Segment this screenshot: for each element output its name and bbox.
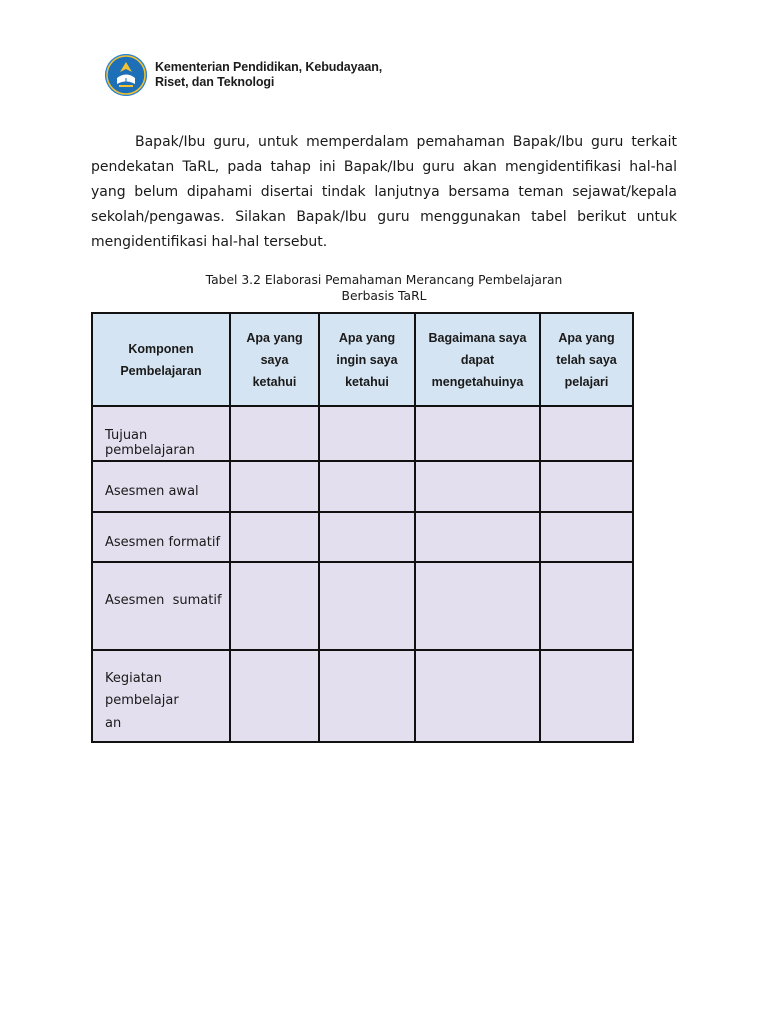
input-cell[interactable]	[319, 650, 415, 742]
table-row	[92, 461, 633, 512]
row-label-text: Tujuan	[105, 428, 148, 443]
input-cell[interactable]	[540, 461, 633, 512]
input-cell[interactable]	[415, 562, 540, 650]
input-cell[interactable]	[415, 650, 540, 742]
header-text: Apa yang	[246, 330, 303, 345]
table-row	[92, 562, 633, 650]
row-label-text: pembelajaran	[105, 443, 195, 458]
header-text: Komponen	[128, 341, 194, 356]
ministry-name-line2: Riset, dan Teknologi	[155, 75, 275, 89]
table-caption-line1: Tabel 3.2 Elaborasi Pemahaman Merancang Pembelajaran	[205, 273, 563, 287]
input-cell[interactable]	[319, 562, 415, 650]
row-label-text: pembelajar	[105, 693, 179, 708]
input-cell[interactable]	[230, 650, 319, 742]
header-text: Pembelajaran	[120, 363, 202, 378]
table-caption	[91, 272, 677, 304]
header-komponen-pembelajaran	[92, 313, 230, 406]
input-cell[interactable]	[319, 461, 415, 512]
row-label-text: Asesmen sumatif	[105, 593, 222, 608]
input-cell[interactable]	[415, 461, 540, 512]
input-cell[interactable]	[319, 512, 415, 562]
header-text: pelajari	[564, 374, 609, 389]
table-row	[92, 650, 633, 742]
table-row	[92, 406, 633, 461]
header-text: Apa yang	[558, 330, 615, 345]
header-apa-yang-saya-ketahui	[230, 313, 319, 406]
header-text: ingin saya	[336, 352, 398, 367]
row-label-text: Asesmen awal	[105, 484, 199, 499]
intro-paragraph: Bapak/Ibu guru, untuk memperdalam pemahaman Bapak/Ibu guru terkait pendekatan TaRL, pada tahap ini Bapak/Ibu guru akan mengidentifikasi hal-hal yang belum dipahami disertai tindak lanjutnya bersama teman sejawat/kepala sekolah/pengawas. Silakan Bapak/Ibu guru menggunakan tabel berikut untuk mengidentifikasi hal-hal tersebut.	[91, 134, 677, 250]
table-row	[92, 512, 633, 562]
header-text: ketahui	[252, 374, 297, 389]
input-cell[interactable]	[540, 512, 633, 562]
header-text: telah saya	[556, 352, 617, 367]
header-text: dapat	[460, 352, 495, 367]
row-label-asesmen-sumatif	[92, 562, 230, 650]
row-label-tujuan-pembelajaran	[92, 406, 230, 461]
input-cell[interactable]	[415, 512, 540, 562]
header-text: Apa yang	[338, 330, 396, 345]
tut-wuri-handayani-logo-icon	[105, 54, 147, 96]
row-label-asesmen-awal	[92, 461, 230, 512]
elaboration-table	[91, 312, 634, 743]
input-cell[interactable]	[540, 406, 633, 461]
table-header-row	[92, 313, 633, 406]
header-bagaimana-saya-dapat-mengetahuinya	[415, 313, 540, 406]
header-apa-yang-telah-saya-pelajari	[540, 313, 633, 406]
header-text: mengetahuinya	[431, 374, 524, 389]
header-text: ketahui	[345, 374, 389, 389]
input-cell[interactable]	[230, 512, 319, 562]
input-cell[interactable]	[230, 461, 319, 512]
input-cell[interactable]	[540, 650, 633, 742]
ministry-name	[155, 60, 382, 90]
header-text: Bagaimana saya	[428, 330, 527, 345]
input-cell[interactable]	[230, 406, 319, 461]
row-label-text: Kegiatan	[105, 670, 163, 686]
input-cell[interactable]	[540, 562, 633, 650]
header-text: saya	[260, 352, 289, 367]
input-cell[interactable]	[415, 406, 540, 461]
row-label-asesmen-formatif	[92, 512, 230, 562]
document-header	[105, 54, 382, 96]
row-label-text: Asesmen formatif	[105, 535, 221, 550]
table-caption-line2: Berbasis TaRL	[341, 289, 427, 303]
row-label-kegiatan-pembelajaran	[92, 650, 230, 742]
row-label-text: an	[105, 715, 122, 731]
input-cell[interactable]	[230, 562, 319, 650]
ministry-name-line1: Kementerian Pendidikan, Kebudayaan,	[155, 60, 383, 74]
input-cell[interactable]	[319, 406, 415, 461]
header-apa-yang-ingin-saya-ketahui	[319, 313, 415, 406]
